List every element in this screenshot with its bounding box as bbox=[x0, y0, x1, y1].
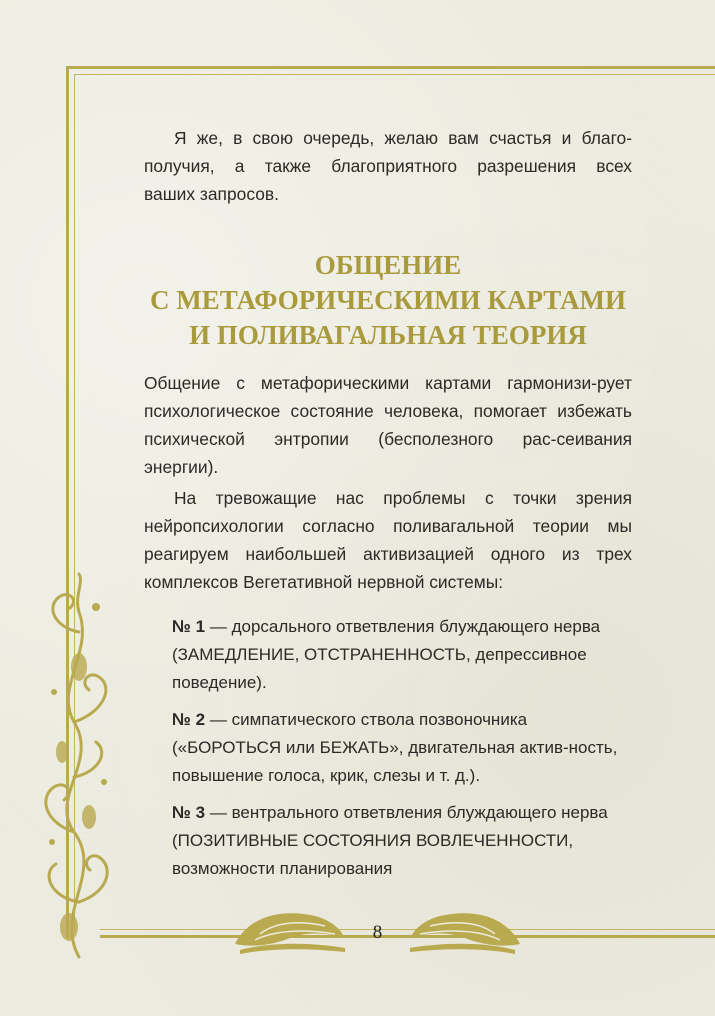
heading-line: ОБЩЕНИЕ bbox=[314, 250, 462, 280]
item-text: — вентрального ответвления блуждающего нерва (ПОЗИТИВНЫЕ СОСТОЯНИЯ ВОВЛЕЧЕННОСТИ, возможности планирования bbox=[172, 803, 608, 878]
floral-vine-ornament-icon bbox=[34, 572, 124, 962]
intro-paragraph bbox=[144, 124, 632, 208]
page-number: 8 bbox=[372, 922, 383, 943]
list-item bbox=[172, 706, 636, 790]
item-number: № 2 bbox=[172, 710, 206, 729]
section-heading bbox=[120, 248, 656, 353]
paragraph-1: Общение с метафорическими картами гармонизи-рует психологическое состояние человека, помогает избежать психической энтропии (бесполезного рас-сеивания энергии). bbox=[144, 373, 632, 477]
list-item bbox=[172, 799, 636, 883]
item-text: — симпатического ствола позвоночника («БОРОТЬСЯ или БЕЖАТЬ», двигательная актив-ность, повышение голоса, крик, слезы и т. д.). bbox=[172, 710, 618, 785]
heading-line: С МЕТАФОРИЧЕСКИМИ КАРТАМИ bbox=[150, 285, 626, 315]
paragraph-2: На тревожащие нас проблемы с точки зрения нейропсихологии согласно поливагальной теории мы реагируем наибольшей активизацией одного из трех комплексов Вегетативной нервной системы: bbox=[144, 488, 632, 592]
intro-line: получия, а также благоприятного разрешения всех bbox=[144, 156, 632, 176]
item-text: — дорсального ответвления блуждающего нерва (ЗАМЕДЛЕНИЕ, ОТСТРАНЕННОСТЬ, депрессивное поведение). bbox=[172, 617, 601, 692]
list-item bbox=[172, 613, 636, 697]
intro-line: ваших запросов. bbox=[144, 184, 279, 204]
intro-line: Я же, в свою очередь, желаю вам счастья и благо- bbox=[174, 128, 632, 148]
heading-line: И ПОЛИВАГАЛЬНАЯ ТЕОРИЯ bbox=[189, 320, 587, 350]
item-number: № 3 bbox=[172, 803, 206, 822]
item-number: № 1 bbox=[172, 617, 206, 636]
